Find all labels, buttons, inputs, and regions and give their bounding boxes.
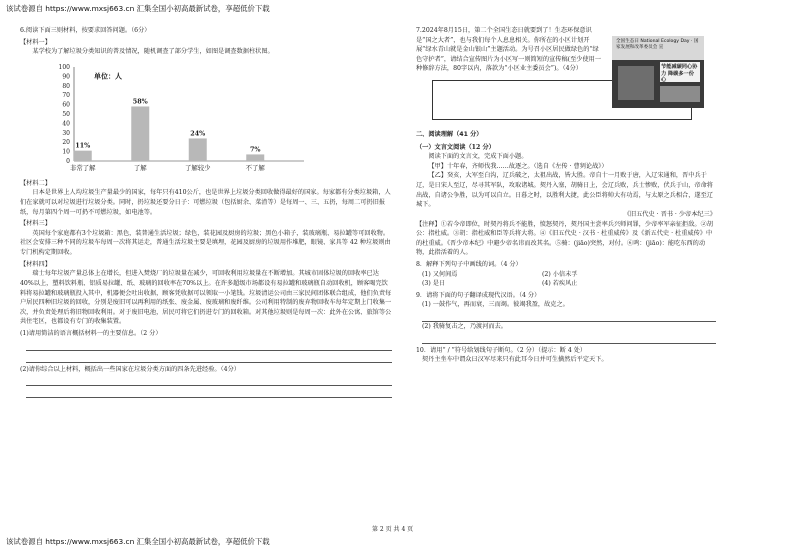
answer-line[interactable] [26,375,392,386]
category-label: 了解较少 [184,163,211,172]
material-3-label: 【材料三】 [20,220,51,228]
q8-item: (2) 小信未孚 [542,270,578,278]
right-column [416,26,716,365]
category-label: 了解 [133,163,147,172]
q6-sub2: (2)请你综合以上材料，概括出一些国家在垃圾分类方面的四条先进经验。（4分） [20,365,240,373]
y-tick-label: 50 [62,110,70,118]
bar-chart [30,57,330,177]
y-tick-label: 10 [62,148,70,156]
answer-line[interactable] [422,311,716,322]
y-tick-label: 80 [62,82,70,90]
material-2-label: 【材料二】 [20,179,51,187]
section-2-title: 二、阅读理解（41 分） [416,131,483,139]
section-2-sub1: （一）文言文阅读（12 分） [416,143,495,151]
y-tick-label: 70 [62,92,70,100]
poster-slogan: 节能减碳同心协力 降碳多一份心 [661,64,698,83]
material-4-label: 【材料四】 [20,260,51,268]
bar [246,154,264,161]
q8-item: (4) 若疾风止 [542,280,578,288]
answer-line[interactable] [26,340,392,351]
bar-value-label: 24% [190,129,206,138]
passage-source: 《旧五代史 · 晋书 · 少帝本纪三》 [623,210,716,218]
passage-a: 【甲】十年春，齐师伐我……故逐之。（选自《左传 · 曹刿论战》） [428,162,608,170]
left-column [20,26,392,398]
q10-title: 10．请用“ / ”符号给划线句子断句。（2 分）（提示：断 4 处） [416,346,587,354]
q8-row-2 [422,279,716,289]
q8-item: (3) 是日 [422,280,446,288]
y-tick-label: 60 [62,101,70,109]
q10-text: 契丹主坐车中谓众曰汉军尽来只有此耳今日并可生擒然后平定天下。 [422,356,608,364]
category-label: 非常了解 [69,163,96,172]
poster-header: 全国生态日 National Ecology Day · 国家发展和改革委员会 宣 [616,39,699,50]
material-1-label: 【材料一】 [20,38,51,46]
category-label: 不了解 [245,163,265,172]
q9-sentence-2: (2) 我骑复击之，乃渡河而去。 [422,323,507,331]
q7-text: 7.2024年8月15日，第二个全国生态日就要到了！生态环保意识是“国之大者”，也与我们每个人息息相关。你所在的小区计划开展“绿水青山就是金山银山”主题活动。为号召小区居民做绿色的“绿色守护者”，请结合宣传图片为小区写一则简短的宣传稿(至少使用一种修辞方法，80字以内，落款为“小区业主委员会”)。（4分） [416,27,602,73]
q8-title: 8．解释下列句子中画线的词。（4 分） [416,260,522,268]
bar-value-label: 7% [249,145,261,154]
page-number: 第 2 页 共 4 页 [372,526,414,533]
y-tick-label: 0 [66,157,70,165]
q8-item: (1) 又何间焉 [422,270,458,278]
material-1-text: 某学校为了解垃圾分类知识的普及情况，随机调查了部分学生，如图是调查数据柱状图。 [32,48,274,56]
watermark-top: 该试卷源自 https://www.mxsj663.cn 汇集全国小初高最新试卷，享超低价下载 [6,4,270,13]
eco-day-poster-image [612,36,704,108]
passage-b: 【乙】癸亥，大军至白沟，辽兵破之，太祖出战，皆大胜。帝自十一月败于唐，入辽宋通和，晋中兵于辽，是日宋人至辽，尽寻其军队，攻取诸城。契丹入塞，胡骑日上，会辽兵败，兵士惨败，伏兵于山，帝命将出战，自诸公争胜，以为可以自立。日暮之时，以胜利大捷，此公臣将帅大有功焉，与太原之兵相合，遂至辽城下。 [416,172,713,209]
material-3-text: 英国每个家庭都有3个垃圾箱：黑色，装普通生活垃圾；绿色，装花园及厨房的垃圾；黑色小箱子，装玻璃瓶、易拉罐等可回收物。社区会安排三种不同的垃圾车每周一次将其运走，普通生活垃圾主要是填埋，花园及厨房的垃圾用作堆肥，眼镜、家具等 42 种垃圾则由专门机构定期回收。 [20,229,391,257]
material-2-text: 日本是世界上人均垃圾生产量最少的国家，每年只有410公斤，也是世界上垃圾分类回收做得最好的国家。每家都有分类垃圾箱，人们在家就可以对垃圾进行垃圾分类。同时，扔垃圾还要分日子：可燃垃圾（包括厨余、菜渣等）是每周一、三、五扔，每周二可扔旧报纸，每月第四个周一可扔不可燃垃圾，如电池等。 [20,189,391,216]
answer-line[interactable] [422,333,716,344]
notes: 【注释】①若今帝即位，时契丹将兵不能胜，愤怒契丹，契丹国主尝率兵兴师问罪，少帝率军亲征拒敌。②胡公：指杜威。③胡：指杜威和臣等兵将大将。④《旧五代史 · 汉书 · 杜重威传》及《新五代史 · 杜重威传》中的杜重威。《晋少帝本纪》中避少帝名讳而改其名。⑤骑：(jiāo)突然，对付。⑥鸣：(jiāo)：能吃东西的动物，此指活着的人。 [416,220,713,257]
bar-chart-svg [30,57,330,177]
bar-value-label: 11% [75,141,91,150]
y-tick-label: 100 [58,63,70,71]
q9-title: 9．请将下面的句子翻译成现代汉语。（4 分） [416,291,541,299]
answer-line[interactable] [26,387,392,398]
watermark-bottom: 该试卷源自 https://www.mxsj663.cn 汇集全国小初高最新试卷，享超低价下载 [6,537,270,546]
q8-row-1 [422,270,716,280]
q6-sub1: (1)请用简洁的语言概括材料一的主要信息。（2 分） [20,329,162,337]
unit-label: 单位：人 [94,71,122,81]
answer-line[interactable] [26,352,392,363]
y-tick-label: 20 [62,139,70,147]
bar [74,150,92,160]
q9-sentence-1: (1) 一鼓作气，再而衰，三而竭。彼竭我盈，故克之。 [422,301,569,309]
material-4-text: 瑞士每年垃圾产量总体上在增长，但进入焚烧厂的垃圾量在减少，可回收利用垃圾量在不断增加。其城市固体垃圾的回收率已达40%以上，塑料饮料瓶、铝质易拉罐、纸、玻璃的回收率在70%以上。在许多超级市场都设有易拉罐和玻璃瓶自动回收机，顾客喝完饮料将易拉罐和玻璃瓶投入其中，机器便会吐出收据，顾客凭收据可以领取一小笔钱。垃圾清运公司由三家民间团体联合组成，他们负责每户居民四种旧垃圾的回收，分别是废旧可以再利用的纸张、废金属、废玻璃和废纤维。公司利用特制的废弃物回收车每年定期上门收集一次，并负责处理后将旧物回收利用。对于废旧电池，居民可将它们扔进专门的回收箱。对其他垃圾则是每周一次：此外在公寓、旅馆等公共住宅区，也都设有专门的收集装置。 [20,270,392,326]
bar-value-label: 58% [132,97,148,106]
y-tick-label: 90 [62,73,70,81]
bar [189,138,207,161]
bar [131,106,149,161]
q6-title: 6.阅读下面三则材料，按要求回答问题。（6分） [20,27,151,34]
y-tick-label: 40 [62,120,70,128]
intro: 阅读下面的文言文，完成下面小题。 [428,153,528,161]
y-tick-label: 30 [62,129,70,137]
